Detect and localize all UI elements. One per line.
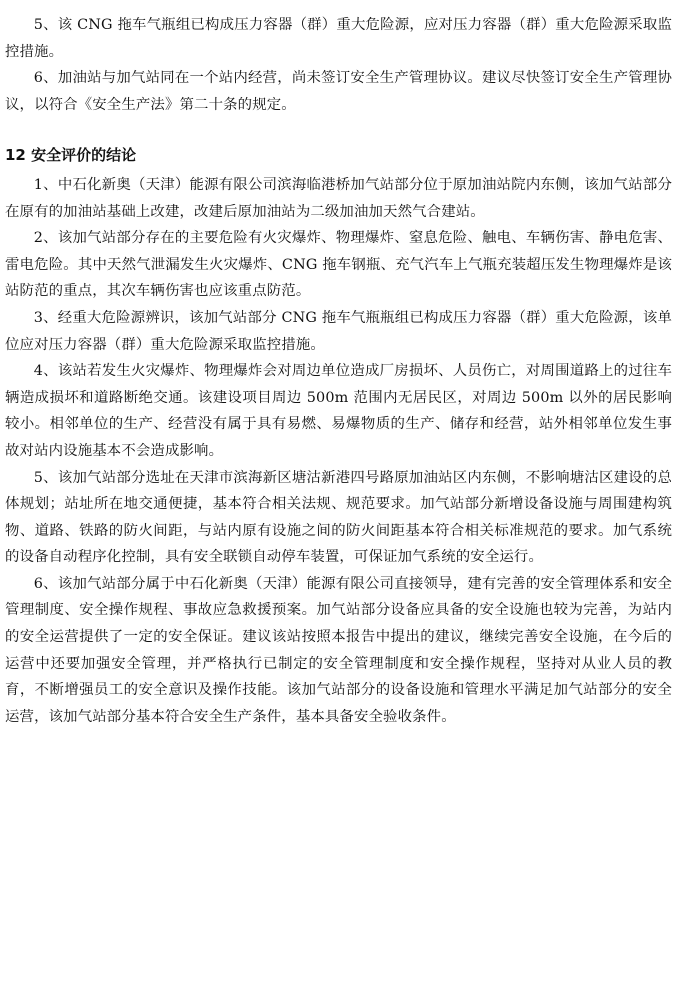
spacer (5, 118, 672, 142)
conclusion-paragraph-4: 4、该站若发生火灾爆炸、物理爆炸会对周边单位造成厂房损坏、人员伤亡，对周围道路上的过往车辆造成损坏和道路断绝交通。该建设项目周边 500m 范围内无居民区，对周边 500m 以外的居民影响较小。相邻单位的生产、经营没有属于具有易燃、易爆物质的生产、储存和经营，站外相邻单位发生事故对站内设施基本不会造成影响。 (5, 363, 672, 459)
conclusion-paragraph-3: 3、经重大危险源辨识，该加气站部分 CNG 拖车气瓶瓶组已构成压力容器（群）重大危险源，该单位应对压力容器（群）重大危险源采取监控措施。 (5, 309, 672, 353)
intro-paragraph-5: 5、该 CNG 拖车气瓶组已构成压力容器（群）重大危险源，应对压力容器（群）重大危险源采取监控措施。 (5, 17, 672, 60)
section-heading: 12 安全评价的结论 (5, 146, 137, 165)
conclusion-paragraph-1: 1、中石化新奥（天津）能源有限公司滨海临港桥加气站部分位于原加油站院内东侧，该加气站部分在原有的加油站基础上改建，改建后原加油站为二级加油加天然气合建站。 (5, 176, 672, 220)
conclusion-paragraph-6: 6、该加气站部分属于中石化新奥（天津）能源有限公司直接领导，建有完善的安全管理体系和安全管理制度、安全操作规程、事故应急救援预案。加气站部分设备应具备的安全设施也较为完善，为站内的安全运营提供了一定的安全保证。建议该站按照本报告中提出的建议，继续完善安全设施，在今后的运营中还要加强安全管理，并严格执行已制定的安全管理制度和安全操作规程，坚持对从业人员的教育，不断增强员工的安全意识及操作技能。该加气站部分的设备设施和管理水平满足加气站部分的安全运营，该加气站部分基本符合安全生产条件，基本具备安全验收条件。 (5, 575, 672, 725)
conclusion-paragraph-5: 5、该加气站部分选址在天津市滨海新区塘沽新港四号路原加油站区内东侧，不影响塘沽区建设的总体规划；站址所在地交通便捷，基本符合相关法规、规范要求。加气站部分新增设备设施与周围建构筑物、道路、铁路的防火间距，与站内原有设施之间的防火间距基本符合相关标准规范的要求。加气系统的设备自动程序化控制，具有安全联锁自动停车装置，可保证加气系统的安全运行。 (5, 469, 672, 566)
conclusion-paragraph-2: 2、该加气站部分存在的主要危险有火灾爆炸、物理爆炸、窒息危险、触电、车辆伤害、静电危害、雷电危险。其中天然气泄漏发生火灾爆炸、CNG 拖车钢瓶、充气汽车上气瓶充装超压发生物理爆炸是该站防范的重点，其次车辆伤害也应该重点防范。 (5, 230, 672, 300)
intro-paragraph-6: 6、加油站与加气站同在一个站内经营，尚未签订安全生产管理协议。建议尽快签订安全生产管理协议，以符合《安全生产法》第二十条的规定。 (5, 70, 672, 113)
